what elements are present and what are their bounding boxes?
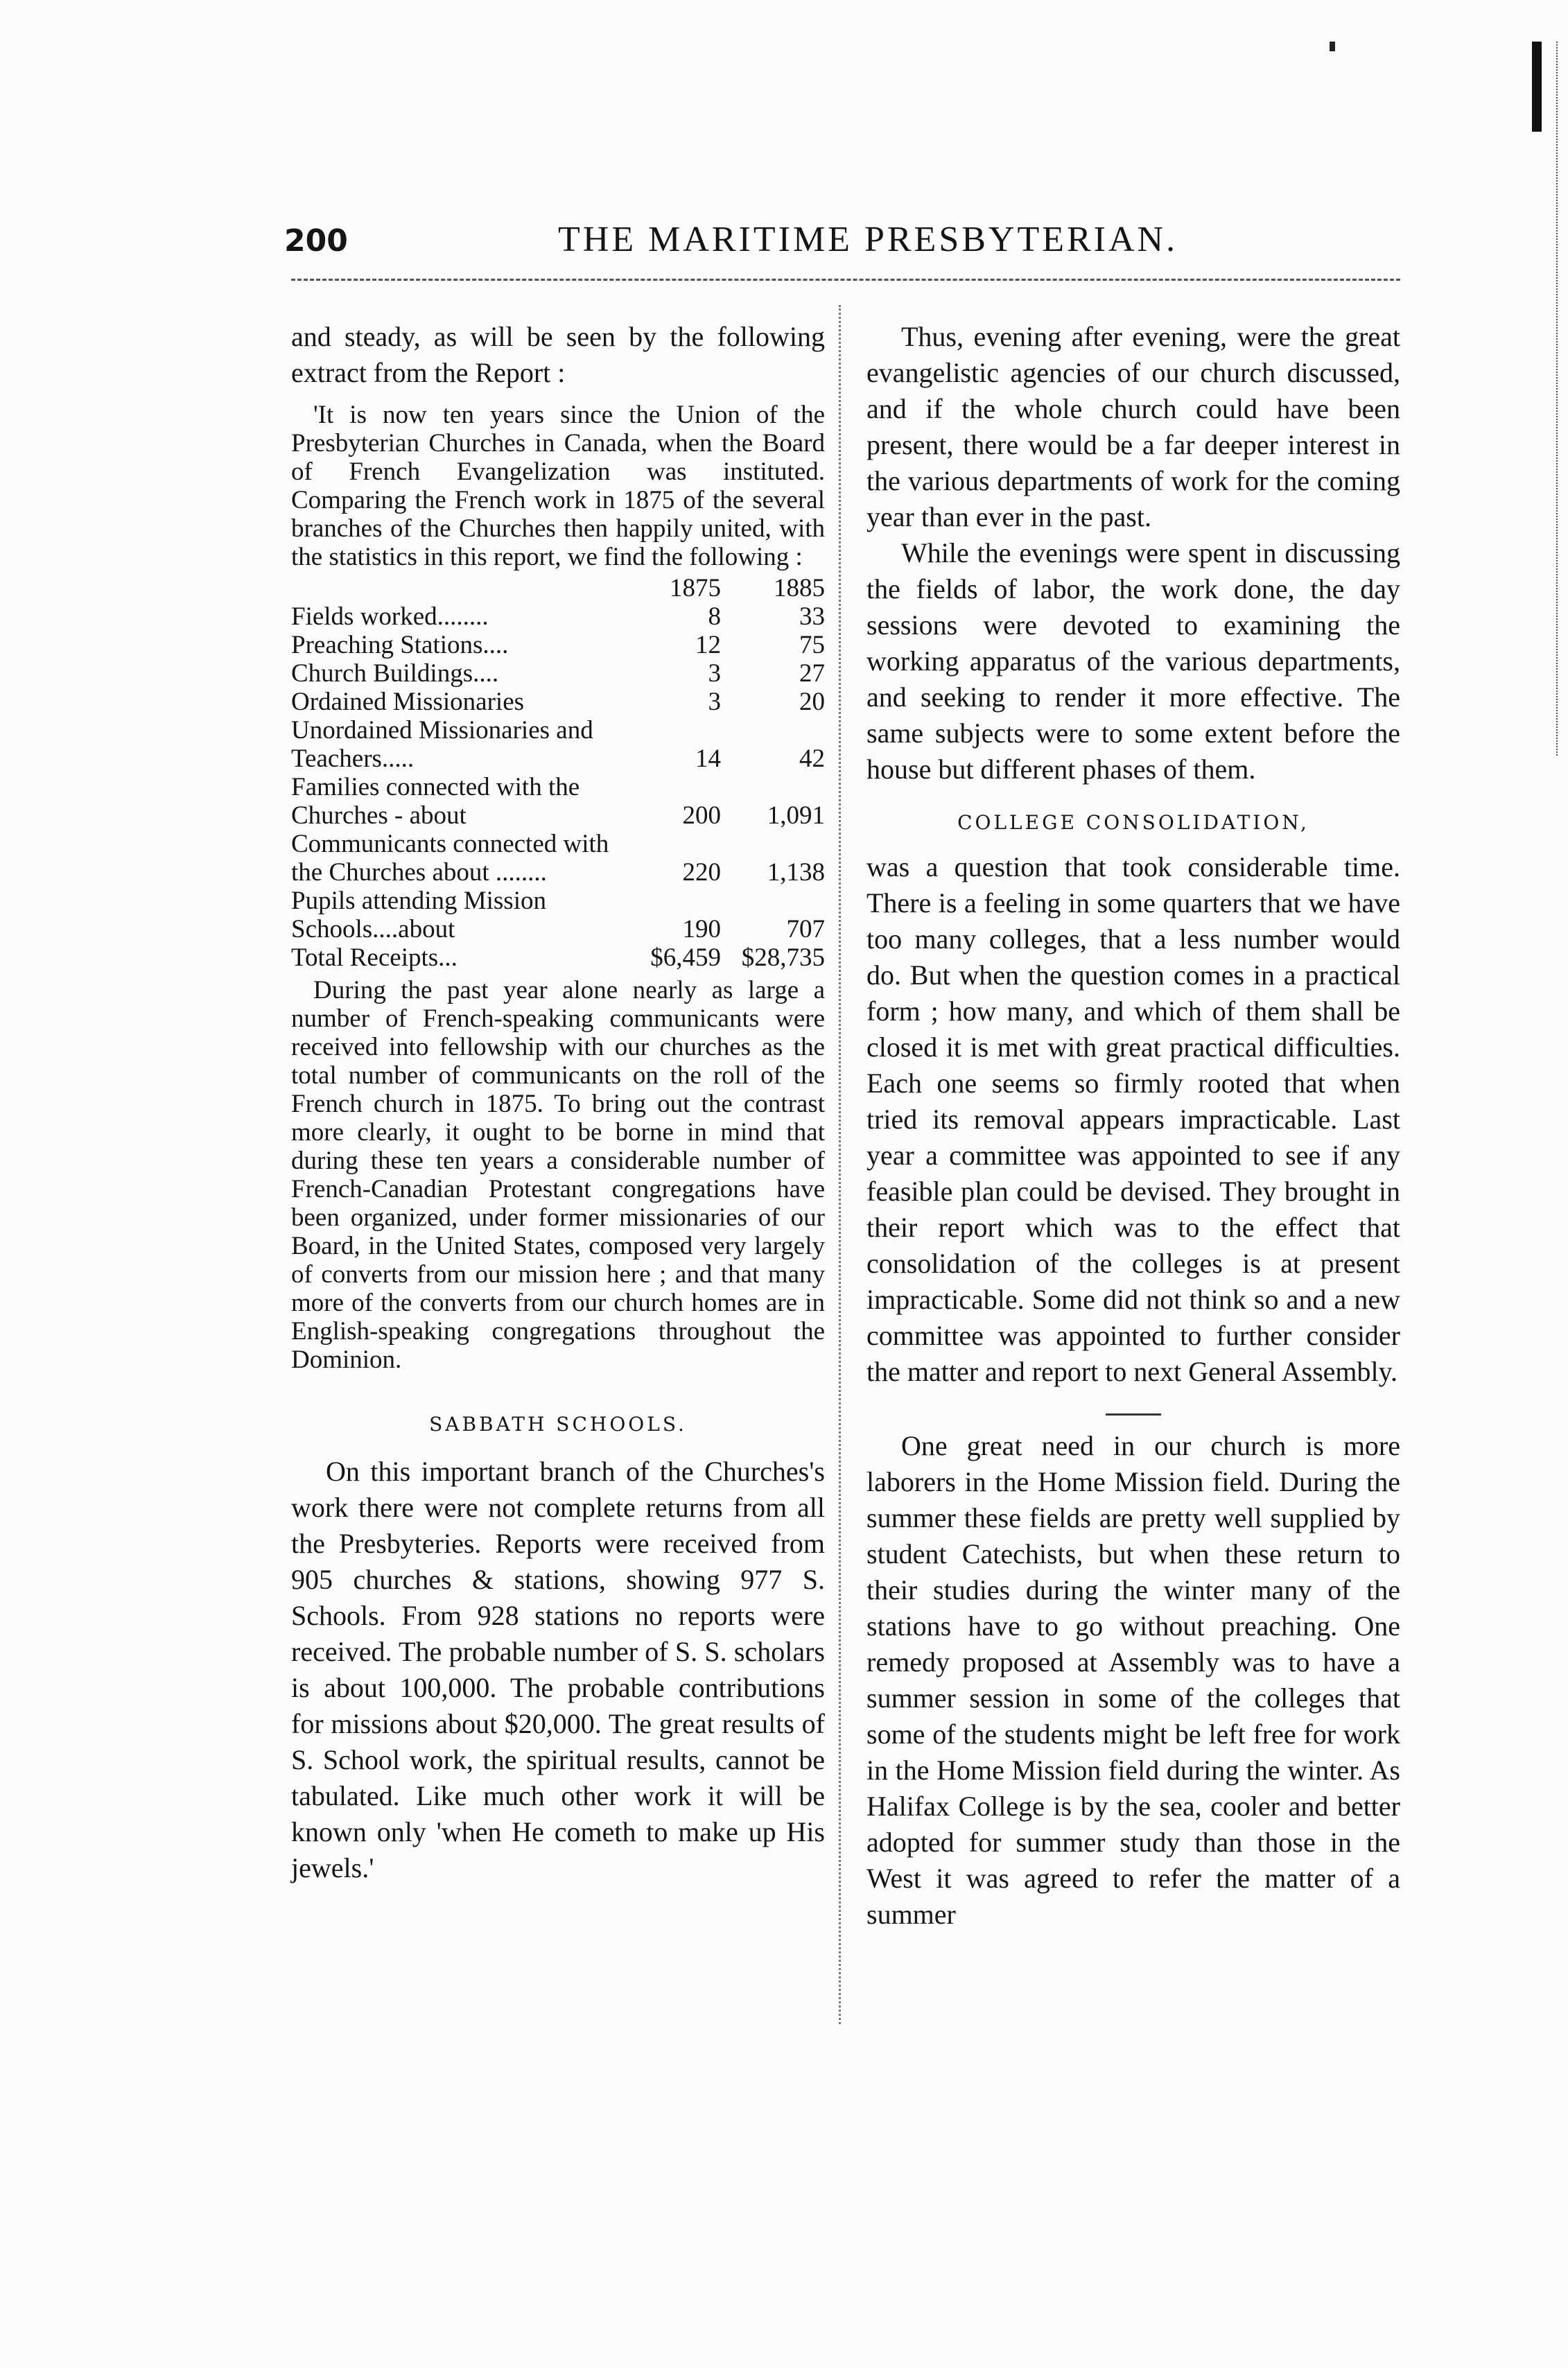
table-row [291,943,825,972]
row-label: Families connected with the Churches - about [291,773,580,830]
value-1875: 3 [708,688,721,716]
row-label: Fields worked........ [291,602,489,631]
row-label: Ordained Missionaries [291,688,525,716]
running-title: THE MARITIME PRESBYTERIAN. [558,220,1178,259]
home-mission-paragraph: One great need in our church is more laborers in the Home Mission field. During the summer these fields are pretty well supplied by student Catechists, but when these return to their studies during the winter many of the stations have to go without preaching. One remedy proposed at Assembly was to have a summer session in some of the colleges that some of the students might be left free for work in the Home Mission field during the winter. As Halifax College is by the sea, cooler and better adopted for summer study than those in the West it was agreed to refer the matter of a summer [866,1430,1400,1930]
college-consolidation-heading: COLLEGE CONSOLIDATION, [957,811,1309,834]
scan-artifact-dot [1330,42,1335,51]
scan-artifact-mark [1532,42,1542,132]
table-row [291,716,825,773]
table-row [291,631,825,659]
value-1885: $28,735 [741,943,825,972]
value-1885: 1,138 [767,858,825,887]
page-number: 200 [284,223,348,259]
report-quote-end: During the past year alone nearly as large a number of French-speaking communicants were received into fellowship with our churches as the total number of communicants on the roll of the French church in 1875. To bring out the contrast more clearly, it ought to be borne in mind that during these ten years a considerable number of French-Canadian Protestant congregations have been organized, under former missionaries of our Board, in the United States, composed very largely of converts from our mission here ; and that many more of the converts from our church homes are in English-speaking congregations throughout the Dominion. [291,976,825,1374]
table-row [291,887,825,943]
intro-paragraph: and steady, as will be seen by the following extract from the Report : [291,321,825,388]
table-row [291,659,825,688]
value-1885: 75 [799,631,825,659]
table-row [291,688,825,716]
table-row [291,830,825,887]
row-label: Preaching Stations.... [291,631,509,659]
header-rule [291,279,1400,281]
value-1875: 14 [695,745,721,773]
row-label: Unordained Missionaries and Teachers..... [291,716,593,773]
row-label: Church Buildings.... [291,659,499,688]
row-label: Communicants connected with the Churches about ........ [291,830,609,887]
value-1885: 1,091 [767,801,825,830]
scan-artifact-line [1556,42,1558,756]
value-1875: $6,459 [650,943,721,972]
day-sessions-paragraph: While the evenings were spent in discussing the fields of labor, the work done, the day sessions were devoted to examining the working apparatus of the various departments, and seeking to render it more effective. The same subjects were to some extent before the house but different phases of them. [866,537,1400,785]
value-1885: 707 [786,915,825,943]
value-1875: 200 [682,801,721,830]
value-1875: 190 [682,915,721,943]
value-1885: 33 [799,602,825,631]
year-1875: 1875 [670,574,721,602]
sabbath-schools-heading: SABBATH SCHOOLS. [429,1413,687,1436]
left-column [291,319,825,1886]
page-header [284,219,1414,275]
year-1885: 1885 [774,574,825,602]
right-column [866,319,1400,1933]
statistics-table [291,574,825,972]
table-row [291,602,825,631]
column-divider [839,305,841,2024]
value-1885: 20 [799,688,825,716]
value-1875: 8 [708,602,721,631]
section-rule [1106,1413,1161,1416]
sabbath-schools-paragraph: On this important branch of the Churches's work there were not complete returns from all the Presbyteries. Reports were received from 905 churches & stations, showing 977 S. Schools. From 928 stations no reports were received. The probable number of S. S. scholars is about 100,000. The probable contributions for missions about $20,000. The great results of S. School work, the spiritual results, cannot be tabulated. Like much other work it will be known only 'when He cometh to make up His jewels.' [291,1456,825,1883]
value-1885: 42 [799,745,825,773]
college-consolidation-paragraph: was a question that took considerable time. There is a feeling in some quarters that we have too many colleges, that a less number would do. But when the question comes in a practical form ; how many, and which of them shall be closed it is met with great practical difficulties. Each one seems so firmly rooted that when tried its removal appears impracticable. Last year a committee was appointed to see if any feasible plan could be devised. They brought in their report which was to the effect that consolidation of the colleges is at present impracticable. Some did not think so and a new committee was appointed to further consider the matter and report to next General Assembly. [866,851,1400,1387]
table-row [291,773,825,830]
row-label: Total Receipts... [291,943,458,972]
value-1885: 27 [799,659,825,688]
table-header-row [291,574,825,602]
evangelistic-paragraph: Thus, evening after evening, were the great evangelistic agencies of our church discussed, and if the whole church could have been present, there would be a far deeper interest in the various departments of work for the coming year than ever in the past. [866,321,1400,532]
report-quote-start: 'It is now ten years since the Union of the Presbyterian Churches in Canada, when the Board of French Evangelization was instituted. Comparing the French work in 1875 of the several branches of the Churches then happily united, with the statistics in this report, we find the following : [291,401,825,571]
value-1875: 220 [682,858,721,887]
value-1875: 3 [708,659,721,688]
value-1875: 12 [695,631,721,659]
row-label: Pupils attending Mission Schools....about [291,887,546,943]
